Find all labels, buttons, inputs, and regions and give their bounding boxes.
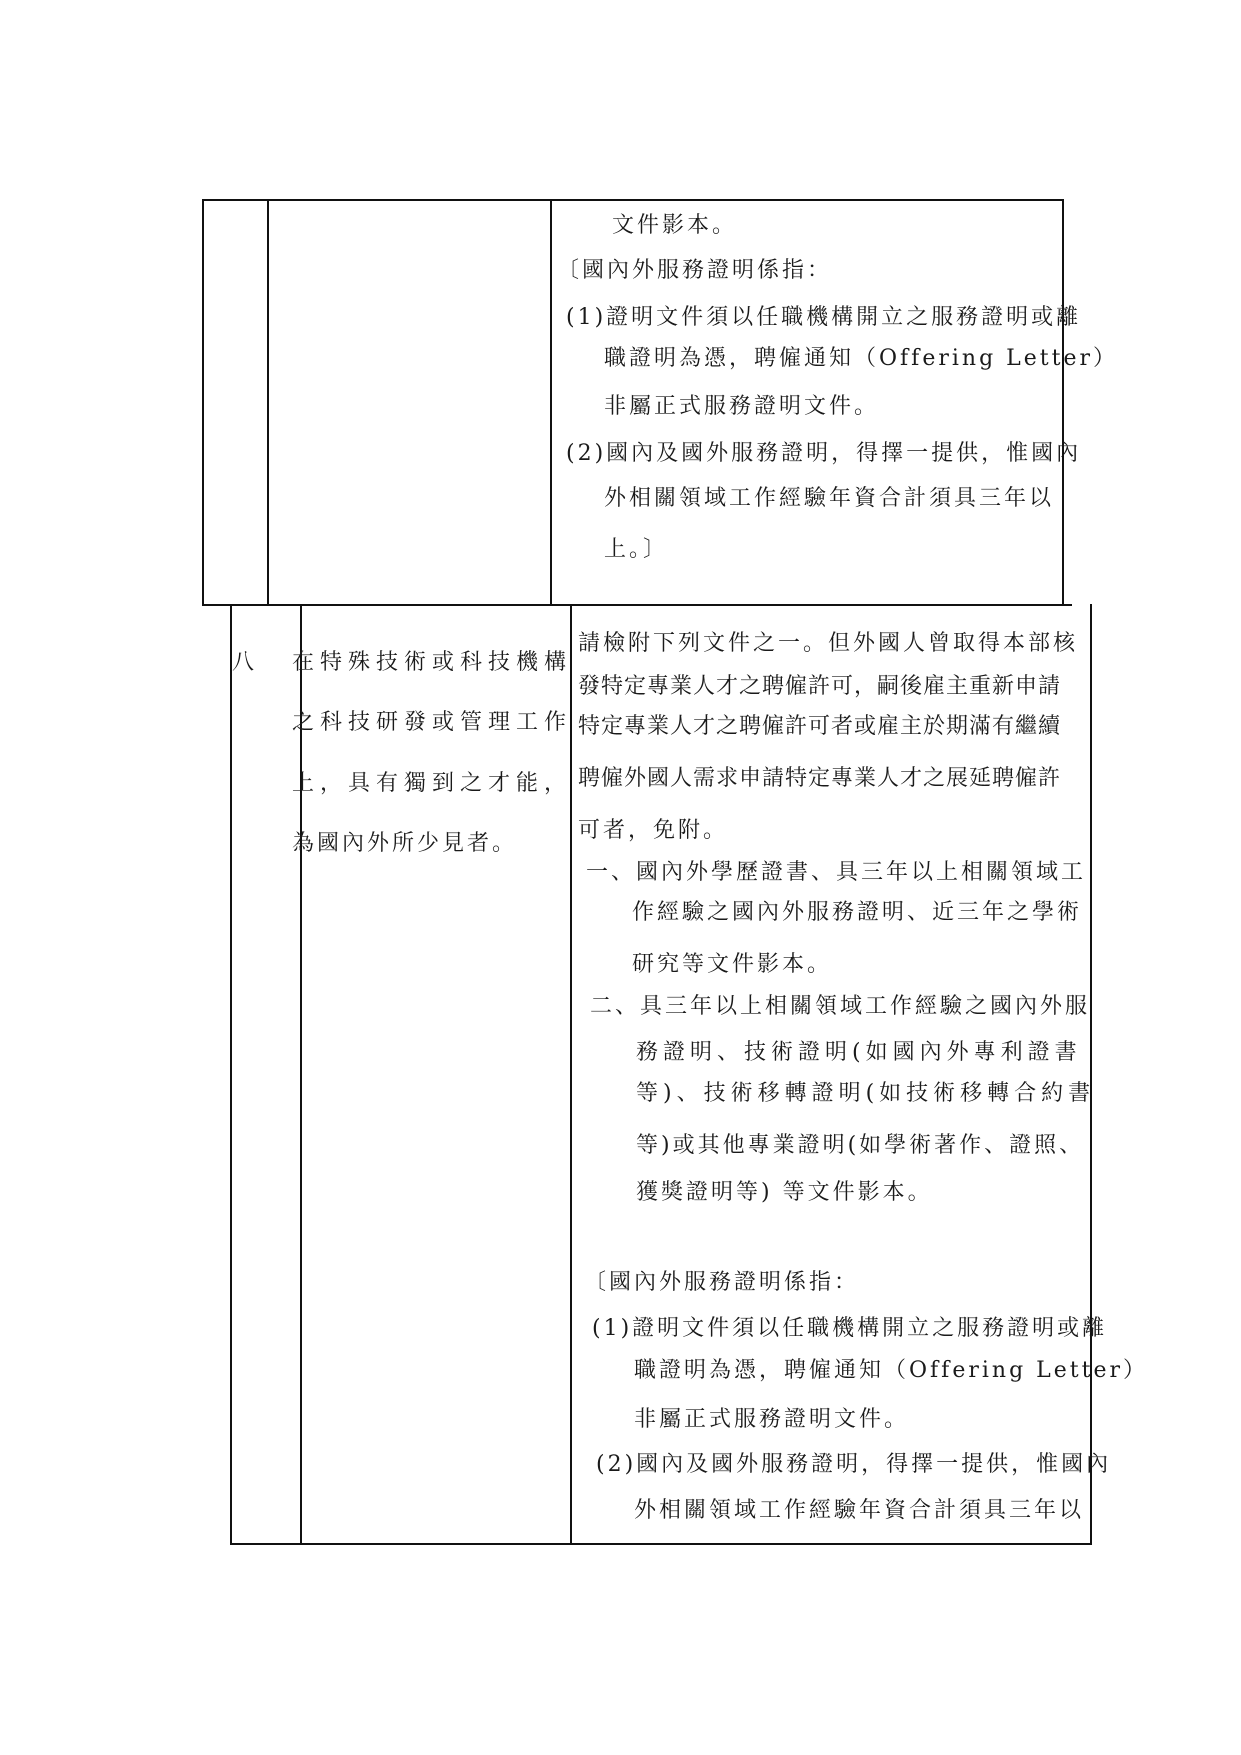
intro-line-1: 請檢附下列文件之一。但外國人曾取得本部核 xyxy=(578,631,1079,656)
option-2-line-3: 等)、技術移轉證明(如技術移轉合約書 xyxy=(636,1081,1096,1106)
intro-line-5: 可者，免附。 xyxy=(578,818,729,843)
service-proof-note-heading: 〔國內外服務證明係指： xyxy=(557,258,833,283)
option-2-line-1: 二、具三年以上相關領域工作經驗之國內外服 xyxy=(590,994,1091,1019)
continued-line: 文件影本。 xyxy=(612,213,738,238)
note-2-item-2-line-1: (2)國內及國外服務證明，得擇一提供，惟國內 xyxy=(596,1452,1112,1477)
row-number: 八 xyxy=(232,650,258,675)
qualification-line-4: 為國內外所少見者。 xyxy=(292,831,518,856)
note-2-item-1-line-1: (1)證明文件須以任職機構開立之服務證明或離 xyxy=(592,1316,1108,1341)
note-item-1-line-1: (1)證明文件須以任職機構開立之服務證明或離 xyxy=(566,305,1082,330)
qualification-line-3: 上，具有獨到之才能， xyxy=(292,771,573,796)
note-2-item-2-line-2: 外相關領域工作經驗年資合計須具三年以 xyxy=(634,1498,1085,1523)
table-bottom-border xyxy=(230,1543,1092,1545)
table-left-border xyxy=(202,199,204,605)
note-item-2-line-2: 外相關領域工作經驗年資合計須具三年以 xyxy=(604,486,1055,511)
intro-line-3: 特定專業人才之聘僱許可者或雇主於期滿有繼續 xyxy=(578,714,1062,739)
number-column-divider xyxy=(267,199,269,605)
qualification-line-2: 之科技研發或管理工作 xyxy=(292,710,573,735)
qualification-line-1: 在特殊技術或科技機構 xyxy=(292,650,573,675)
table-right-border xyxy=(1062,199,1064,605)
option-2-line-2: 務證明、技術證明(如國內外專利證書 xyxy=(636,1040,1082,1065)
qualification-column-divider-lower xyxy=(570,604,572,1544)
note-2-item-1-line-3: 非屬正式服務證明文件。 xyxy=(634,1407,910,1432)
number-column-divider-lower xyxy=(300,604,302,1544)
table-top-border xyxy=(202,199,1064,201)
note-item-1-line-3: 非屬正式服務證明文件。 xyxy=(604,394,880,419)
intro-line-4: 聘僱外國人需求申請特定專業人才之展延聘僱許 xyxy=(578,766,1062,791)
table-right-border-lower xyxy=(1090,604,1092,1544)
qualification-column-divider xyxy=(550,199,552,605)
option-1-line-3: 研究等文件影本。 xyxy=(632,952,833,977)
option-1-line-1: 一、國內外學歷證書、具三年以上相關領域工 xyxy=(586,860,1087,885)
table-left-border-lower xyxy=(230,604,232,1544)
service-proof-note-heading-2: 〔國內外服務證明係指： xyxy=(584,1270,860,1295)
note-item-1-line-2: 職證明為憑，聘僱通知（Offering Letter） xyxy=(604,346,1118,371)
table-row-divider xyxy=(202,604,1072,606)
note-item-2-line-1: (2)國內及國外服務證明，得擇一提供，惟國內 xyxy=(566,441,1082,466)
option-2-line-4: 等)或其他專業證明(如學術著作、證照、 xyxy=(636,1133,1085,1158)
note-2-item-1-line-2: 職證明為憑，聘僱通知（Offering Letter） xyxy=(634,1358,1148,1383)
intro-line-2: 發特定專業人才之聘僱許可，嗣後雇主重新申請 xyxy=(578,674,1062,699)
note-item-2-line-3: 上。〕 xyxy=(604,537,669,562)
option-2-line-5: 獲獎證明等) 等文件影本。 xyxy=(636,1180,933,1205)
option-1-line-2: 作經驗之國內外服務證明、近三年之學術 xyxy=(632,900,1083,925)
